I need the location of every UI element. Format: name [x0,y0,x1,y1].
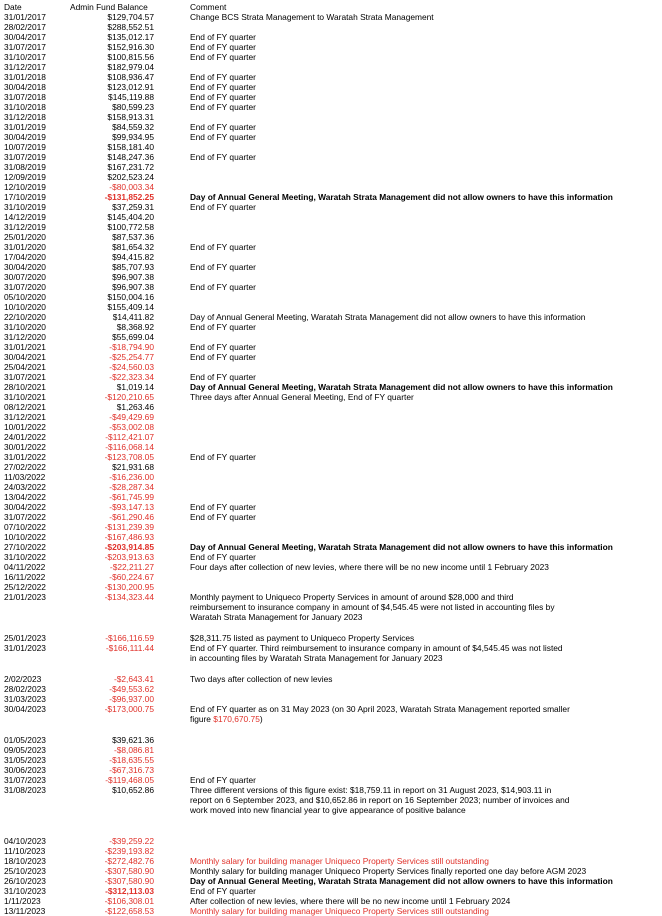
table-row [0,765,662,775]
table-row [0,232,662,242]
row-comment: End of FY quarter [190,52,256,62]
row-comment: Four days after collection of new levies, where there will be no new income until 1 February 2023 [190,562,549,572]
row-balance: $288,552.51 [107,22,154,32]
table-row [0,132,662,142]
table-row [0,674,662,684]
row-date: 31/12/2018 [4,112,46,122]
row-comment: End of FY quarter [190,372,256,382]
row-balance: $158,913.31 [107,112,154,122]
table-row [0,202,662,212]
row-date: 31/01/2020 [4,242,46,252]
row-comment: End of FY quarter [190,202,256,212]
row-comment: End of FY quarter [190,32,256,42]
table-row [0,886,662,896]
row-date: 08/12/2021 [4,402,46,412]
table-row [0,492,662,502]
row-date: 13/11/2023 [4,906,46,916]
row-date: 31/07/2021 [4,372,46,382]
row-date: 31/03/2023 [4,694,46,704]
table-row [0,92,662,102]
row-balance: -$93,147.13 [109,502,154,512]
row-date: 21/01/2023 [4,592,46,602]
row-date: 1/11/2023 [4,896,41,906]
table-row [0,896,662,906]
table-row [0,876,662,886]
row-balance: -$112,421.07 [105,432,154,442]
row-balance: -$39,259.22 [109,836,154,846]
row-date: 31/01/2021 [4,342,46,352]
row-date: 28/02/2017 [4,22,46,32]
row-date: 31/07/2022 [4,512,46,522]
row-comment: End of FY quarter [190,552,256,562]
row-balance: $152,916.30 [107,42,154,52]
row-comment: End of FY quarter [190,886,256,896]
row-balance: -$116,068.14 [105,442,154,452]
row-balance: -$22,211.27 [109,562,154,572]
row-comment: End of FY quarter [190,242,256,252]
row-date: 30/04/2021 [4,352,46,362]
table-header [0,2,662,12]
row-date: 26/10/2023 [4,876,46,886]
table-row [0,372,662,382]
row-comment: Monthly payment to Uniqueco Property Services in amount of around $28,000 and third reimbursement to insurance company in amount of $4,545.45 were not listed in accounting files by Waratah Strata Management for January 2023 [190,592,555,622]
row-date: 25/04/2021 [4,362,46,372]
row-balance: -$272,482.76 [104,856,154,866]
row-date: 2/02/2023 [4,674,42,684]
row-balance: $150,004.16 [107,292,154,302]
table-row [0,856,662,866]
row-balance: -$18,635.55 [109,755,154,765]
table-row [0,785,662,835]
table-row [0,272,662,282]
row-date: 31/07/2023 [4,775,46,785]
row-comment: End of FY quarter [190,352,256,362]
row-comment: End of FY quarter as on 31 May 2023 (on 30 April 2023, Waratah Strata Management reported smaller figure $170,670.75) [190,704,570,724]
row-balance: -$131,852.25 [104,192,154,202]
row-balance: -$312,113.03 [105,886,154,896]
row-date: 30/04/2017 [4,32,46,42]
table-row [0,262,662,272]
row-balance: $10,652.86 [112,785,154,795]
row-comment: $28,311.75 listed as payment to Uniqueco Property Services [190,633,415,643]
row-comment: Three different versions of this figure exist: $18,759.11 in report on 31 August 2023, $14,903.11 in report on 6 September 2023, and $10,652.86 in report on 16 September 2023; number of invoices and work moved into new financial year to give appearance of positive balance [190,785,570,815]
row-date: 11/03/2022 [4,472,46,482]
row-date: 22/10/2020 [4,312,46,322]
row-balance: $96,907.38 [112,272,154,282]
row-balance: $202,523.24 [107,172,154,182]
row-balance: $94,415.82 [112,252,154,262]
row-date: 27/02/2022 [4,462,46,472]
row-date: 31/07/2019 [4,152,46,162]
header-date: Date [4,2,22,12]
header-comment: Comment [190,2,227,12]
row-date: 01/05/2023 [4,735,46,745]
table-row [0,694,662,704]
row-balance: $182,979.04 [107,62,154,72]
table-row [0,382,662,392]
row-balance: $158,181.40 [107,142,154,152]
row-date: 31/12/2019 [4,222,46,232]
row-date: 30/04/2022 [4,502,46,512]
row-date: 31/07/2017 [4,42,46,52]
row-date: 31/10/2019 [4,202,46,212]
row-comment: End of FY quarter [190,102,256,112]
table-row [0,12,662,22]
row-date: 31/10/2023 [4,886,46,896]
table-row [0,172,662,182]
row-date: 31/01/2023 [4,643,46,653]
table-row [0,552,662,562]
row-balance: -$67,316.73 [109,765,154,775]
row-balance: -$24,560.03 [109,362,154,372]
table-row [0,352,662,362]
table-row [0,745,662,755]
row-comment: End of FY quarter. Third reimbursement to insurance company in amount of $4,545.45 was not listed in accounting files by Waratah Strata Management for January 2023 [190,643,563,663]
row-balance: -$166,111.44 [105,643,154,653]
row-balance: $87,537.36 [112,232,154,242]
table-row [0,684,662,694]
row-balance: -$307,580.90 [104,866,154,876]
table-row [0,342,662,352]
row-balance: -$49,429.69 [109,412,154,422]
row-date: 31/10/2021 [4,392,46,402]
row-date: 24/03/2022 [4,482,46,492]
row-date: 07/10/2022 [4,522,46,532]
row-balance: $55,699.04 [112,332,154,342]
row-balance: $85,707.93 [112,262,154,272]
row-date: 10/10/2020 [4,302,46,312]
row-date: 25/01/2023 [4,633,46,643]
row-date: 31/01/2017 [4,12,46,22]
row-comment: End of FY quarter [190,262,256,272]
table-row [0,422,662,432]
row-date: 18/10/2023 [4,856,46,866]
row-balance: -$28,287.34 [109,482,154,492]
row-balance: -$203,913.63 [104,552,154,562]
row-balance: -$173,000.75 [104,704,154,714]
row-date: 31/05/2023 [4,755,46,765]
table-row [0,82,662,92]
row-date: 09/05/2023 [4,745,46,755]
table-row [0,562,662,572]
table-row [0,643,662,673]
row-comment: Monthly salary for building manager Uniqueco Property Services finally reported one day before AGM 2023 [190,866,587,876]
row-date: 27/10/2022 [4,542,46,552]
row-date: 25/12/2022 [4,582,46,592]
row-comment: End of FY quarter [190,452,256,462]
row-date: 31/01/2018 [4,72,46,82]
row-balance: -$307,580.90 [104,876,154,886]
table-row [0,735,662,745]
row-date: 25/01/2020 [4,232,46,242]
row-balance: $8,368.92 [116,322,154,332]
row-date: 31/10/2020 [4,322,46,332]
row-date: 30/06/2023 [4,765,46,775]
row-comment: Monthly salary for building manager Uniqueco Property Services still outstanding [190,906,489,916]
row-date: 16/11/2022 [4,572,46,582]
table-row [0,442,662,452]
row-balance: -$122,658.53 [104,906,154,916]
row-date: 31/12/2017 [4,62,46,72]
row-balance: -$49,553.62 [109,684,154,694]
row-comment: Day of Annual General Meeting, Waratah Strata Management did not allow owners to have this information [190,876,613,886]
table-row [0,512,662,522]
row-date: 28/10/2021 [4,382,46,392]
table-row [0,542,662,552]
row-balance: $81,654.32 [112,242,154,252]
table-row [0,633,662,643]
row-balance: $14,411.82 [112,312,154,322]
row-date: 05/10/2020 [4,292,46,302]
row-date: 25/10/2023 [4,866,46,876]
row-date: 31/10/2018 [4,102,46,112]
row-comment: End of FY quarter [190,502,256,512]
table-row [0,292,662,302]
table-row [0,502,662,512]
row-balance: -$120,210.65 [104,392,154,402]
row-comment: End of FY quarter [190,72,256,82]
row-comment: End of FY quarter [190,92,256,102]
table-row [0,532,662,542]
row-balance: -$2,643.41 [113,674,154,684]
row-date: 30/01/2022 [4,442,46,452]
row-comment: End of FY quarter [190,342,256,352]
row-date: 31/08/2019 [4,162,46,172]
row-balance: -$134,323.44 [104,592,154,602]
table-row [0,42,662,52]
row-comment: Day of Annual General Meeting, Waratah Strata Management did not allow owners to have this information [190,312,586,322]
table-row [0,312,662,322]
row-balance: $1,019.14 [116,382,154,392]
row-comment: Monthly salary for building manager Uniqueco Property Services still outstanding [190,856,489,866]
row-comment: Day of Annual General Meeting, Waratah Strata Management did not allow owners to have this information [190,542,613,552]
row-date: 12/10/2019 [4,182,46,192]
table-row [0,402,662,412]
row-date: 30/04/2019 [4,132,46,142]
row-balance: $108,936.47 [107,72,154,82]
row-date: 04/11/2022 [4,562,46,572]
table-row [0,482,662,492]
row-date: 30/04/2020 [4,262,46,272]
row-comment: End of FY quarter [190,152,256,162]
table-row [0,52,662,62]
row-date: 31/10/2017 [4,52,46,62]
row-date: 31/12/2020 [4,332,46,342]
row-balance: $123,012.91 [107,82,154,92]
row-date: 31/01/2019 [4,122,46,132]
row-comment: Day of Annual General Meeting, Waratah Strata Management did not allow owners to have this information [190,382,613,392]
table-row [0,142,662,152]
row-balance: -$60,224.67 [109,572,154,582]
row-comment: End of FY quarter [190,512,256,522]
row-date: 10/01/2022 [4,422,46,432]
header-balance: Admin Fund Balance [70,2,148,12]
row-date: 31/01/2022 [4,452,46,462]
table-row [0,122,662,132]
row-balance: -$96,937.00 [109,694,154,704]
row-balance: -$130,200.95 [104,582,154,592]
row-balance: -$18,794.90 [109,342,154,352]
row-date: 11/10/2023 [4,846,46,856]
row-balance: -$239,193.82 [104,846,154,856]
table-row [0,302,662,312]
table-row [0,472,662,482]
table-row [0,322,662,332]
table-row [0,392,662,402]
table-row [0,582,662,592]
table-row [0,112,662,122]
row-comment: After collection of new levies, where there will be no new income until 1 February 2024 [190,896,511,906]
row-balance: -$119,468.05 [105,775,154,785]
row-comment: End of FY quarter [190,282,256,292]
table-row [0,846,662,856]
table-row [0,412,662,422]
row-balance: -$8,086.81 [113,745,154,755]
row-balance: -$61,290.46 [109,512,154,522]
row-date: 30/07/2020 [4,272,46,282]
row-date: 31/10/2022 [4,552,46,562]
row-balance: -$61,745.99 [109,492,154,502]
row-comment: End of FY quarter [190,122,256,132]
row-balance: $100,772.58 [107,222,154,232]
row-comment: End of FY quarter [190,322,256,332]
table-row [0,332,662,342]
row-date: 10/10/2022 [4,532,46,542]
table-row [0,755,662,765]
row-balance: $84,559.32 [112,122,154,132]
row-date: 17/04/2020 [4,252,46,262]
row-comment: End of FY quarter [190,82,256,92]
row-balance: -$203,914.85 [104,542,154,552]
table-row [0,592,662,632]
row-balance: $155,409.14 [107,302,154,312]
row-balance: $80,599.23 [112,102,154,112]
row-balance: $1,263.46 [116,402,154,412]
row-date: 30/04/2018 [4,82,46,92]
row-balance: $39,621.36 [112,735,154,745]
table-row [0,522,662,532]
row-balance: -$123,708.05 [104,452,154,462]
table-row [0,22,662,32]
table-row [0,102,662,112]
row-date: 31/08/2023 [4,785,46,795]
row-balance: $37,259.31 [112,202,154,212]
row-balance: $145,404.20 [107,212,154,222]
table-row [0,282,662,292]
row-date: 12/09/2019 [4,172,46,182]
row-balance: $21,931.68 [112,462,154,472]
row-balance: $100,815.56 [107,52,154,62]
table-row [0,152,662,162]
row-date: 24/01/2022 [4,432,46,442]
row-balance: -$80,003.34 [109,182,154,192]
row-balance: -$131,239.39 [104,522,154,532]
row-balance: -$53,002.08 [109,422,154,432]
table-row [0,62,662,72]
table-row [0,836,662,846]
table-row [0,362,662,372]
row-balance: $148,247.36 [107,152,154,162]
table-row [0,462,662,472]
row-balance: $167,231.72 [107,162,154,172]
table-row [0,252,662,262]
table-row [0,704,662,734]
row-balance: -$16,236.00 [109,472,154,482]
table-row [0,572,662,582]
row-date: 10/07/2019 [4,142,46,152]
comment-highlight: $170,670.75 [213,714,260,724]
row-date: 13/04/2022 [4,492,46,502]
row-date: 31/12/2021 [4,412,46,422]
table-row [0,775,662,785]
row-date: 17/10/2019 [4,192,46,202]
row-balance: -$167,486.93 [104,532,154,542]
table-row [0,192,662,202]
row-comment: Day of Annual General Meeting, Waratah Strata Management did not allow owners to have this information [190,192,613,202]
row-balance: -$106,308.01 [104,896,154,906]
row-comment: Two days after collection of new levies [190,674,333,684]
row-date: 14/12/2019 [4,212,46,222]
row-comment: End of FY quarter [190,132,256,142]
table-row [0,866,662,876]
table-row [0,32,662,42]
table-row [0,432,662,442]
table-row [0,162,662,172]
row-date: 31/07/2018 [4,92,46,102]
table-row [0,242,662,252]
row-balance: $96,907.38 [112,282,154,292]
table-row [0,182,662,192]
row-date: 04/10/2023 [4,836,46,846]
row-balance: -$22,323.34 [109,372,154,382]
row-date: 28/02/2023 [4,684,46,694]
row-comment: Change BCS Strata Management to Waratah Strata Management [190,12,434,22]
table-row [0,452,662,462]
row-balance: -$166,116.59 [105,633,154,643]
row-balance: $145,119.88 [108,92,154,102]
row-comment: End of FY quarter [190,42,256,52]
row-date: 30/04/2023 [4,704,46,714]
row-balance: -$25,254.77 [109,352,154,362]
table-row [0,72,662,82]
table-row [0,212,662,222]
row-comment: End of FY quarter [190,775,256,785]
row-balance: $129,704.57 [107,12,154,22]
table-row [0,222,662,232]
row-date: 31/07/2020 [4,282,46,292]
row-balance: $99,934.95 [112,132,154,142]
row-balance: $135,012.17 [107,32,154,42]
row-comment: Three days after Annual General Meeting, End of FY quarter [190,392,414,402]
